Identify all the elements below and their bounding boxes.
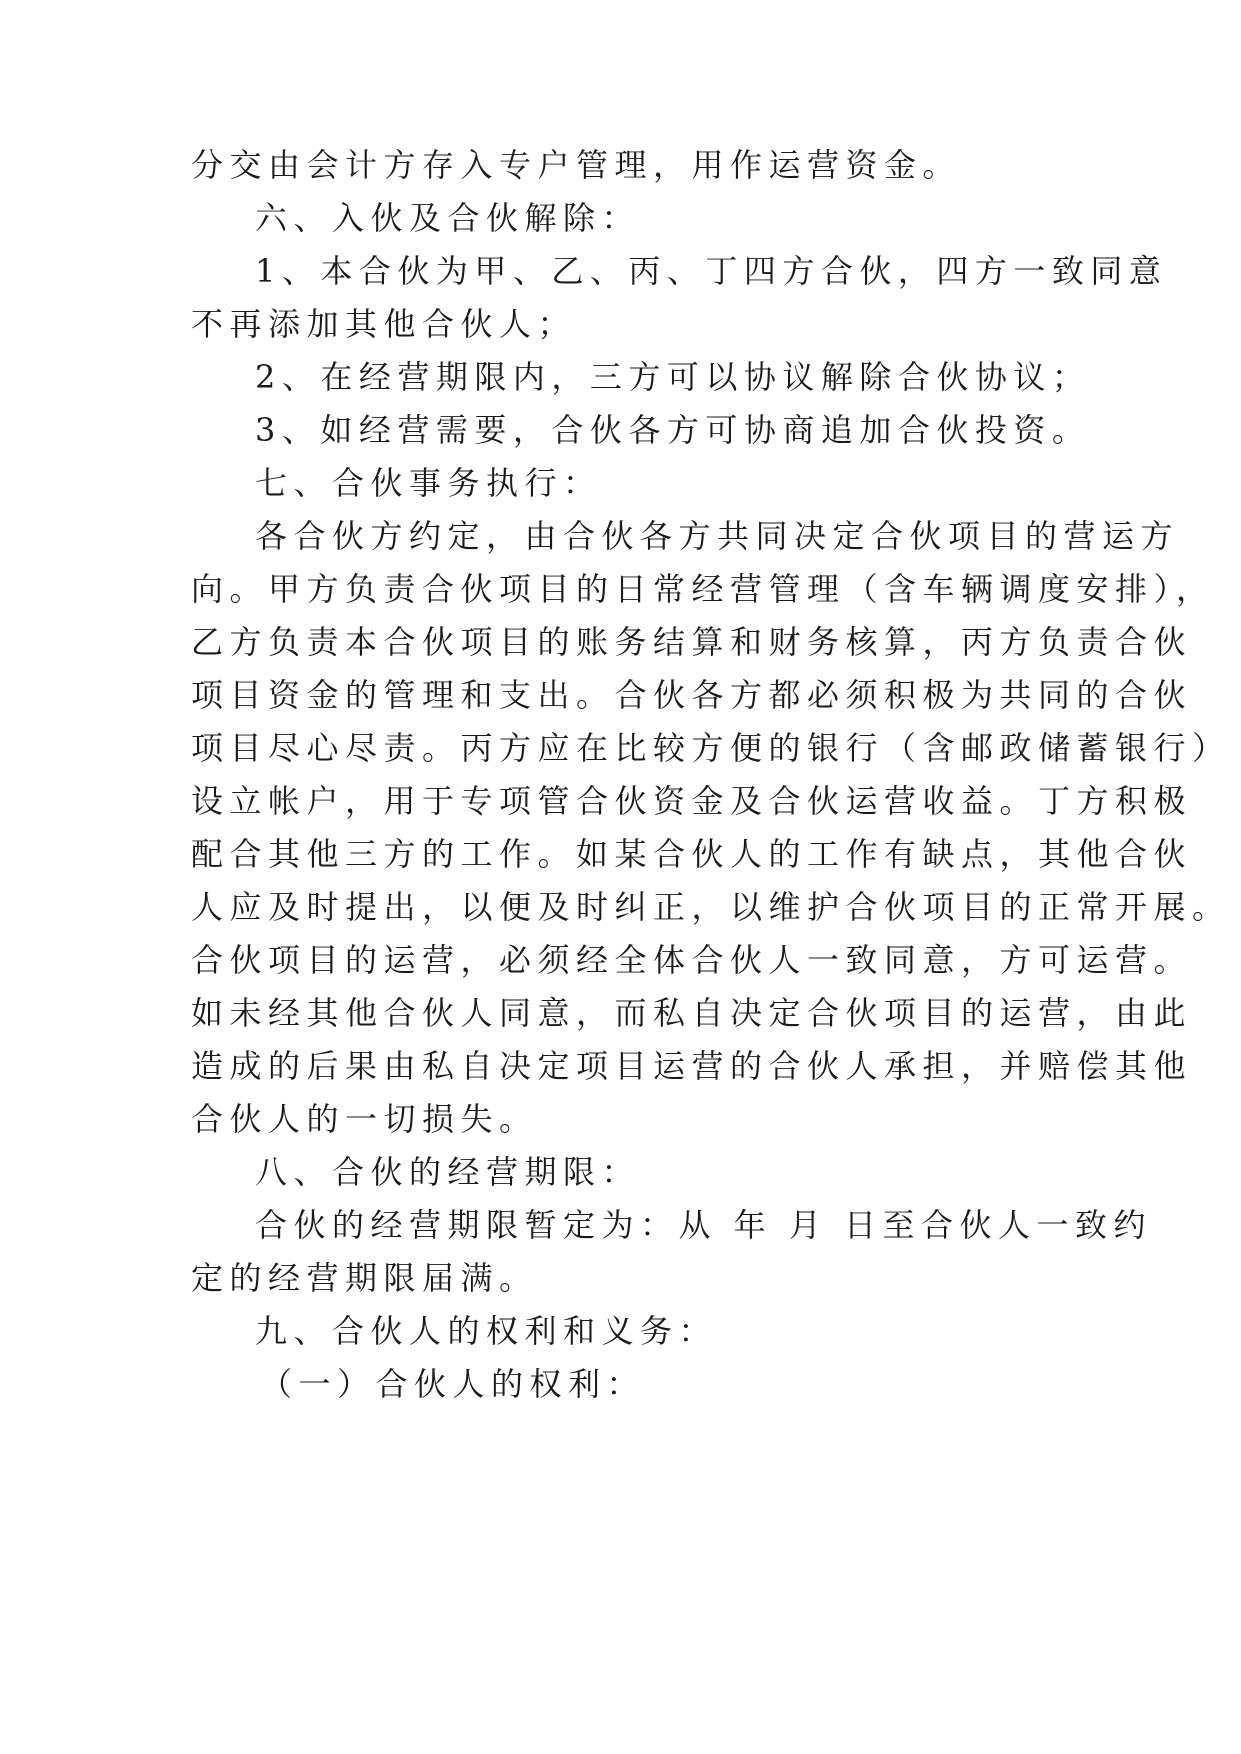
paragraph-line: 合伙的经营期限暂定为：从 年 月 日至合伙人一致约: [255, 1206, 1153, 1244]
paragraph-line: 人应及时提出，以便及时纠正，以维护合伙项目的正常开展。: [191, 888, 1231, 926]
section-heading-6: 六、入伙及合伙解除：: [255, 199, 641, 237]
paragraph-line: 项目尽心尽责。丙方应在比较方便的银行（含邮政储蓄银行）: [191, 729, 1231, 767]
paragraph-line: 设立帐户，用于专项管合伙资金及合伙运营收益。丁方积极: [191, 782, 1193, 820]
paragraph-line: 向。甲方负责合伙项目的日常经营管理（含车辆调度安排），: [191, 570, 1215, 608]
paragraph-line: 造成的后果由私自决定项目运营的合伙人承担，并赔偿其他: [191, 1047, 1193, 1085]
paragraph-line: 合伙人的一切损失。: [191, 1100, 538, 1138]
paragraph-line: 各合伙方约定，由合伙各方共同决定合伙项目的营运方: [255, 517, 1180, 555]
section-heading-8: 八、合伙的经营期限：: [255, 1153, 641, 1191]
paragraph-line: 如未经其他合伙人同意，而私自决定合伙项目的运营，由此: [191, 994, 1193, 1032]
paragraph-line: 项目资金的管理和支出。合伙各方都必须积极为共同的合伙: [191, 676, 1193, 714]
section-heading-9: 九、合伙人的权利和义务：: [255, 1312, 718, 1350]
section-heading-7: 七、合伙事务执行：: [255, 464, 602, 502]
paragraph-line: 分交由会计方存入专户管理，用作运营资金。: [191, 146, 962, 184]
paragraph-line: 2、在经营期限内，三方可以协议解除合伙协议；: [255, 358, 1091, 396]
paragraph-line: 配合其他三方的工作。如某合伙人的工作有缺点，其他合伙: [191, 835, 1193, 873]
paragraph-line: 定的经营期限届满。: [191, 1259, 538, 1297]
paragraph-line: 乙方负责本合伙项目的账务结算和财务核算，丙方负责合伙: [191, 623, 1193, 661]
paragraph-line: 1、本合伙为甲、乙、丙、丁四方合伙，四方一致同意: [255, 252, 1168, 290]
paragraph-line: 3、如经营需要，合伙各方可协商追加合伙投资。: [255, 411, 1091, 449]
paragraph-line: 合伙项目的运营，必须经全体合伙人一致同意，方可运营。: [191, 941, 1193, 979]
paragraph-line: 不再添加其他合伙人；: [191, 305, 577, 343]
subsection-heading: （一）合伙人的权利：: [260, 1365, 646, 1403]
